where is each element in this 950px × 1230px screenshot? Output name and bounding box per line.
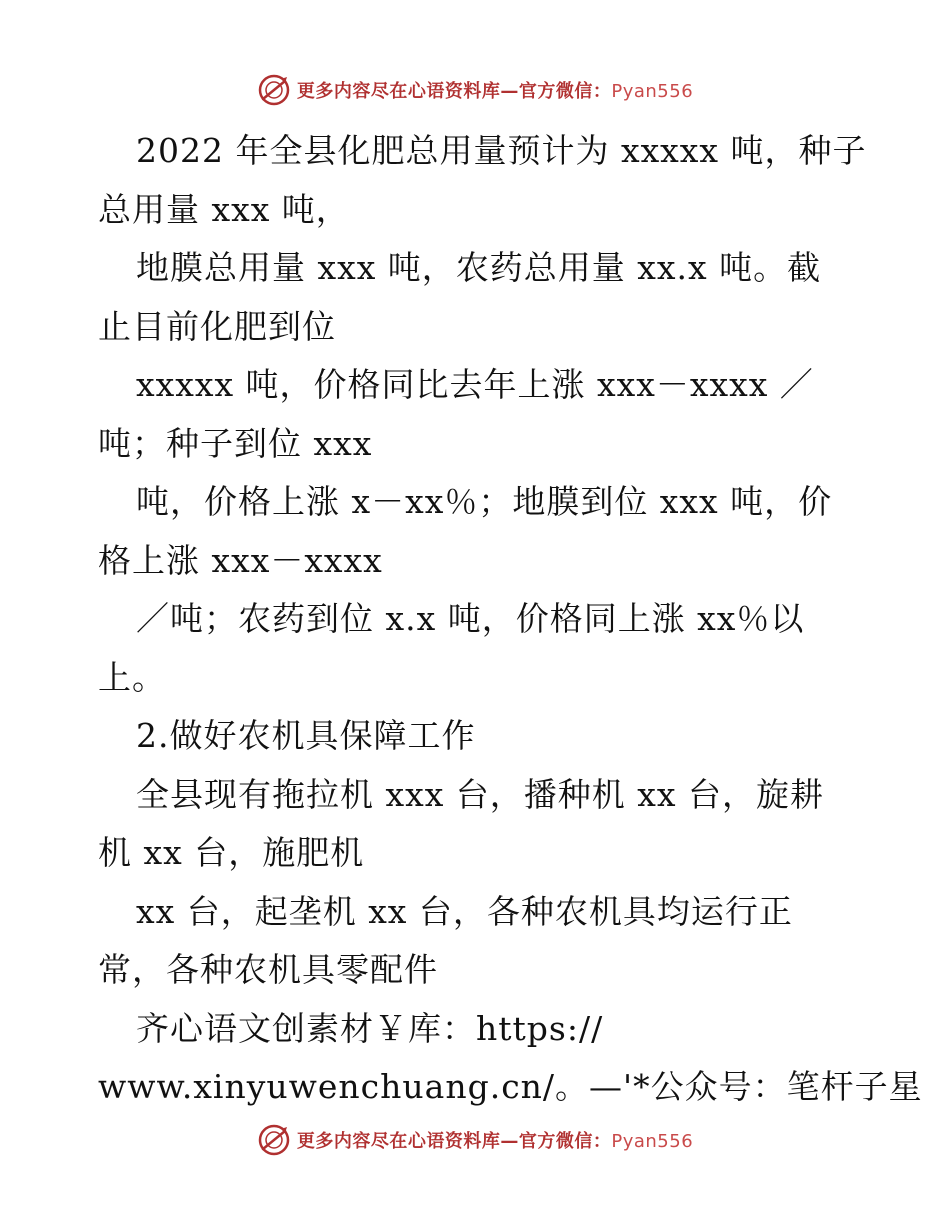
document-body	[98, 122, 923, 1117]
watermark-wechat-id: Pyan556	[611, 1131, 694, 1152]
paragraph-line: xxxxx 吨，价格同比去年上涨 xxx－xxxx ／	[136, 365, 814, 404]
paragraph-line: 机 xx 台，施肥机	[98, 833, 365, 872]
paragraph-line: 2022 年全县化肥总用量预计为 xxxxx 吨，种子	[136, 131, 867, 170]
paragraph-line: ／吨；农药到位 x.x 吨，价格同上涨 xx％以	[136, 599, 805, 638]
paragraph-line: 常，各种农机具零配件	[98, 950, 438, 989]
paragraph-line: 地膜总用量 xxx 吨，农药总用量 xx.x 吨。截	[136, 248, 822, 287]
paragraph-line: 总用量 xxx 吨，	[98, 189, 350, 229]
paragraph-line: xx 台，起垄机 xx 台，各种农机具均运行正	[136, 891, 793, 931]
watermark-text	[297, 77, 693, 103]
paragraph-line: 止目前化肥到位	[98, 306, 336, 346]
watermark-header	[0, 70, 950, 110]
section-heading: 2.做好农机具保障工作	[136, 716, 476, 755]
paragraph-line: 全县现有拖拉机 xxx 台，播种机 xx 台，旋耕	[136, 774, 825, 814]
paragraph-line: 吨；种子到位 xxx	[98, 423, 373, 463]
paragraph-line: 上。	[98, 657, 166, 697]
brand-logo-icon	[257, 73, 291, 107]
paragraph-line: 吨，价格上涨 x－xx％；地膜到位 xxx 吨，价	[136, 482, 833, 521]
watermark-wechat-id: Pyan556	[611, 81, 694, 102]
paragraph-line: 格上涨 xxx－xxxx	[98, 540, 383, 580]
watermark-cn: 更多内容尽在心语资料库—官方微信：	[296, 81, 612, 102]
paragraph-line: 齐心语文创素材￥库：https://	[136, 1008, 604, 1048]
watermark-footer	[0, 1120, 950, 1160]
watermark-text	[297, 1127, 693, 1153]
watermark-cn: 更多内容尽在心语资料库—官方微信：	[296, 1131, 612, 1152]
brand-logo-icon	[257, 1123, 291, 1157]
paragraph-line: www.xinyuwenchuang.cn/。—'*公众号：笔杆子星	[98, 1067, 923, 1106]
